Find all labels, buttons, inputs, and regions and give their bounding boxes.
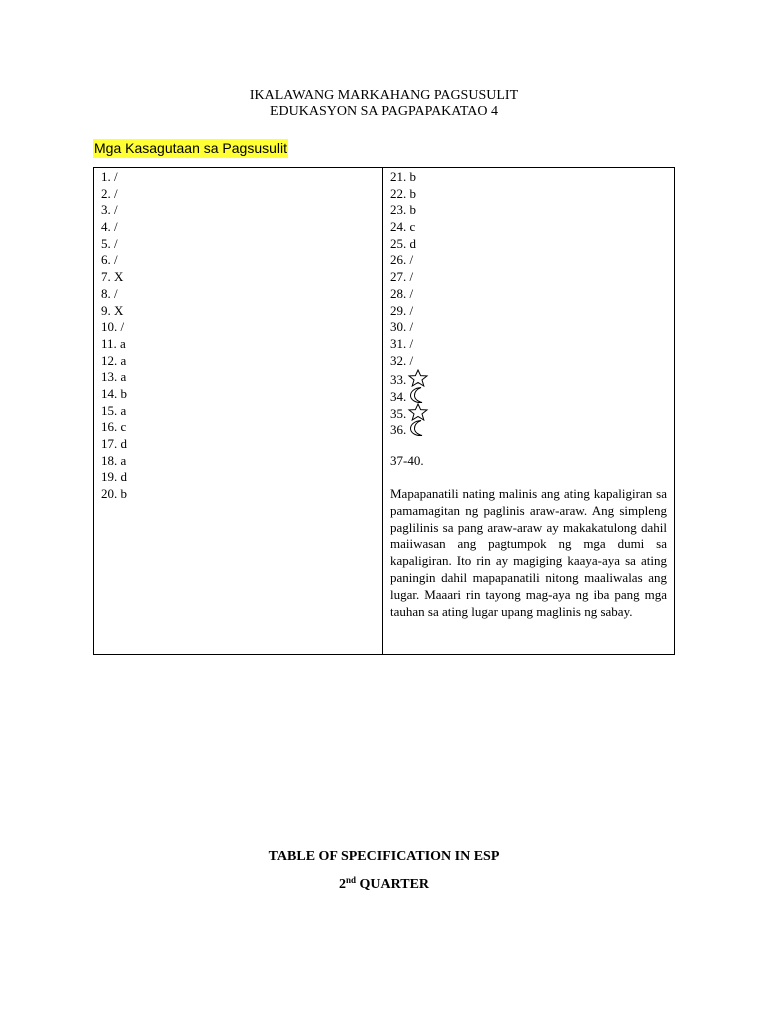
symbol-answer-item [390,369,667,386]
answer-number: 35. [390,405,407,421]
answer-item: 23. b [390,202,416,218]
answer-item: 28. / [390,285,414,301]
answer-item: 14. b [101,385,127,401]
answer-item: 20. b [101,486,127,502]
answer-item: 26. / [390,252,414,268]
answer-item: 12. a [101,352,127,368]
essay-label: 37-40. [390,452,424,468]
essay-answer: Mapapanatili nating malinis ang ating kapaligiran sa pamamagitan ng paglinis araw-araw. Ang simpleng paglilinis sa pang araw-araw ay makakatulong dahil maiiwasan ang pagtumpok ng mga dumi sa kapaligiran. Ito rin ay magiging kaaya-aya sa ating paningin dahil mapapanatili nitong maaliwalas ang lugar. Maaari rin tayong mag-aya ng iba pang mga tauhan sa ating lugar upang maglinis ng sabay. [390,486,667,619]
answer-item: 13. a [101,369,127,385]
quarter-label [0,877,768,894]
answer-item: 32. / [390,352,414,368]
answer-item: 2. / [101,185,118,201]
answer-item: 24. c [390,219,416,235]
answer-number: 34. [390,388,407,404]
symbol-answer-item [390,386,667,403]
answer-item: 25. d [390,235,416,251]
answer-item: 31. / [390,335,414,351]
answer-item: 7. X [101,269,124,285]
answer-number: 36. [390,422,407,438]
answer-item: 30. / [390,319,414,335]
answers-column-right [383,168,674,654]
quarter-suffix: nd [345,875,356,885]
answer-item: 9. X [101,302,124,318]
answer-item: 10. / [101,319,125,335]
subject-title: EDUKASYON SA PAGPAPAKATAO 4 [270,104,498,119]
moon-icon [407,419,429,442]
answer-item: 17. d [101,436,127,451]
answers-column-left [94,168,383,654]
answer-item: 8. / [101,285,118,301]
tos-title: TABLE OF SPECIFICATION IN ESP [268,849,500,864]
answer-item: 19. d [101,469,127,485]
symbol-answer-item [390,403,667,420]
quarter-word: QUARTER [359,877,430,892]
answer-item: 15. a [101,402,127,418]
answer-item: 16. c [101,419,127,435]
spacer [390,469,667,486]
answer-item: 18. a [101,452,127,468]
answer-item: 22. b [390,185,416,201]
answer-key-table [93,167,675,655]
answer-item: 29. / [390,302,414,318]
answer-key-label: Mga Kasagutaan sa Pagsusulit [94,140,288,156]
answer-item: 5. / [101,235,118,251]
quarter-number: 2 [338,877,346,892]
answer-item: 4. / [101,219,118,235]
answer-item: 27. / [390,269,414,285]
spacer [390,436,667,453]
answer-item: 6. / [101,252,118,268]
answer-item: 21. b [390,169,416,184]
answer-item: 1. / [101,169,118,184]
symbol-answer-item [390,419,667,436]
exam-title: IKALAWANG MARKAHANG PAGSUSULIT [249,88,519,103]
answer-item: 11. a [101,335,126,351]
answer-number: 33. [390,372,407,388]
answer-item: 3. / [101,202,118,218]
